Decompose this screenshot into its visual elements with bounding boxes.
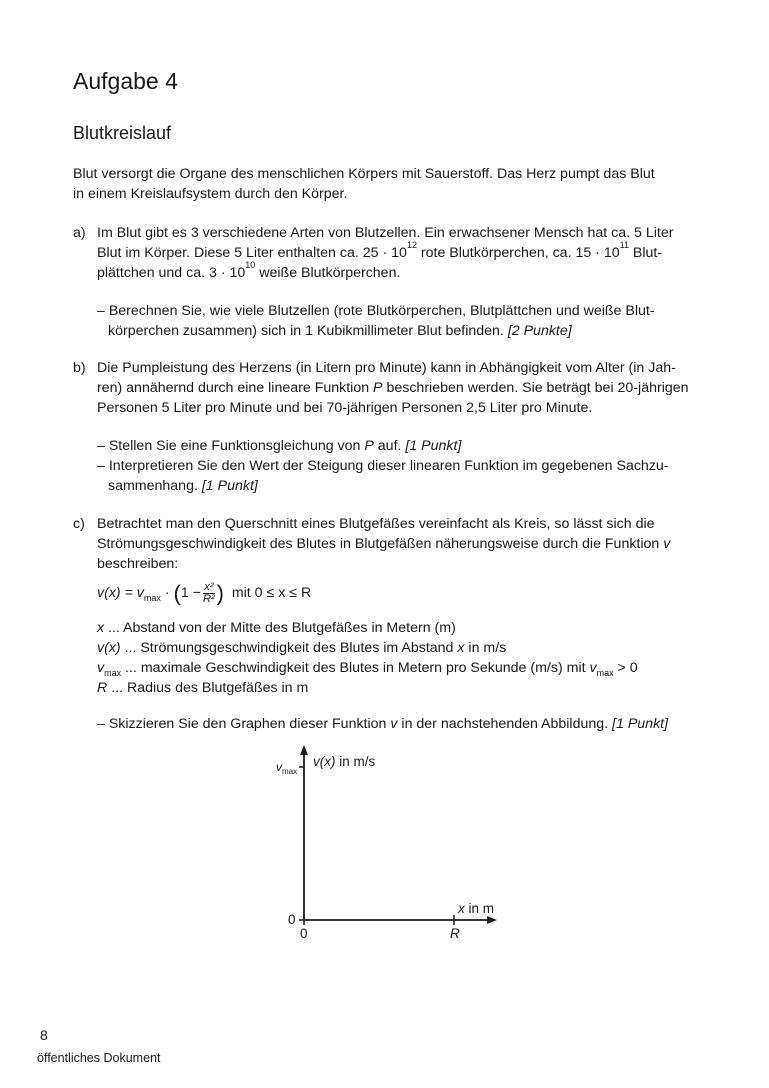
part-a-label: a) — [73, 225, 86, 241]
points-label: [1 Punkt] — [612, 716, 669, 732]
page-title: Aufgabe 4 — [73, 68, 178, 94]
part-b-label: b) — [73, 360, 86, 376]
x-zero-label: 0 — [300, 926, 308, 941]
fraction: $\frac{\text{x²}}{\text{R²}}$ — [202, 580, 215, 605]
x-tick-label-R: R — [450, 926, 460, 941]
part-c-text: Betrachtet man den Querschnitt eines Blutgefäßes vereinfacht als Kreis, so lässt sich die Strömungsgeschwindigkeit des Blutes in Blutgefäßen näherungsweise durch die Funktion v beschreiben: — [97, 516, 671, 572]
points-label: [1 Punkt] — [405, 438, 462, 454]
points-label: [1 Punkt] — [201, 478, 258, 494]
y-tick-label-vmax: $v_{max}$ — [276, 760, 298, 776]
variable-definitions: x ... Abstand von der Mitte des Blutgefäßes in Metern (m) v(x) ... Strömungsgeschwindigkeit des Blutes im Abstand x in m/s $v_{max}$ ... maximale Geschwindigkeit des Blutes in Metern pro Sekunde (m/s) mit $v_{max} > 0$ R ... Radius des Blutgefäßes in m — [97, 620, 638, 696]
section-title: Blutkreislauf — [73, 123, 172, 143]
part-a-text — [97, 223, 673, 283]
part-c-task: – Skizzieren Sie den Graphen dieser Funktion v in der nachstehenden Abbildung. [1 Punkt] — [97, 716, 669, 732]
part-b-text: Die Pumpleistung des Herzens (in Litern pro Minute) kann in Abhängigkeit vom Alter (in Jah- ren) annähernd durch eine lineare Funktion P beschrieben werden. Sie beträgt bei 20-jährigen Personen 5 Liter pro Minute und bei 70-jährigen Personen 2,5 Liter pro Minute. — [97, 360, 689, 416]
page-number: 8 — [40, 1027, 48, 1043]
intro-line: in einem Kreislaufsystem durch den Körper. — [73, 186, 348, 202]
part-a-line: Im Blut gibt es 3 verschiedene Arten von Blutzellen. Ein erwachsener Mensch hat ca. 5 Liter — [97, 225, 674, 241]
part-b-tasks: – Stellen Sie eine Funktionsgleichung von P auf. [1 Punkt] – Interpretieren Sie den Wert der Steigung dieser linearen Funktion im gegebenen Sachzu- sammenhang. [1 Punkt] — [97, 438, 669, 494]
y-zero-label: 0 — [288, 912, 296, 927]
intro-line: Blut versorgt die Organe des menschlichen Körpers mit Sauerstoff. Das Herz pumpt das Blut — [73, 166, 655, 182]
x-axis-arrow — [487, 916, 497, 924]
part-a-line: Blut im Körper. Diese 5 Liter enthalten ca. $25 \cdot 10^{12}$ rote Blutkörperchen, ca. $15 \cdot 10^{11}$ Blut- — [97, 240, 663, 261]
sketch-graph[interactable] — [270, 740, 520, 950]
y-axis-label: v(x) in m/s — [313, 754, 376, 769]
part-a-task: – Berechnen Sie, wie viele Blutzellen (rote Blutkörperchen, Blutplättchen und weiße Blut- körperchen zusammen) sich in 1 Kubikmillimeter Blut befinden. [2 Punkte] — [97, 303, 655, 339]
x-axis-label: x in m — [458, 901, 495, 916]
points-label: [2 Punkte] — [507, 323, 572, 339]
intro-paragraph — [73, 164, 655, 204]
part-c-label: c) — [73, 516, 85, 532]
footer-text: öffentliches Dokument — [37, 1051, 161, 1065]
y-axis-arrow — [300, 745, 308, 755]
part-a-line: plättchen und ca. $3 \cdot 10^{10}$ weiße Blutkörperchen. — [97, 260, 401, 281]
function-formula: $v(x) = v_{max} \cdot (1$ − $\frac{\text{x²}}{\text{R²}}$ ) mit 0 ≤ x ≤ R — [97, 580, 312, 606]
